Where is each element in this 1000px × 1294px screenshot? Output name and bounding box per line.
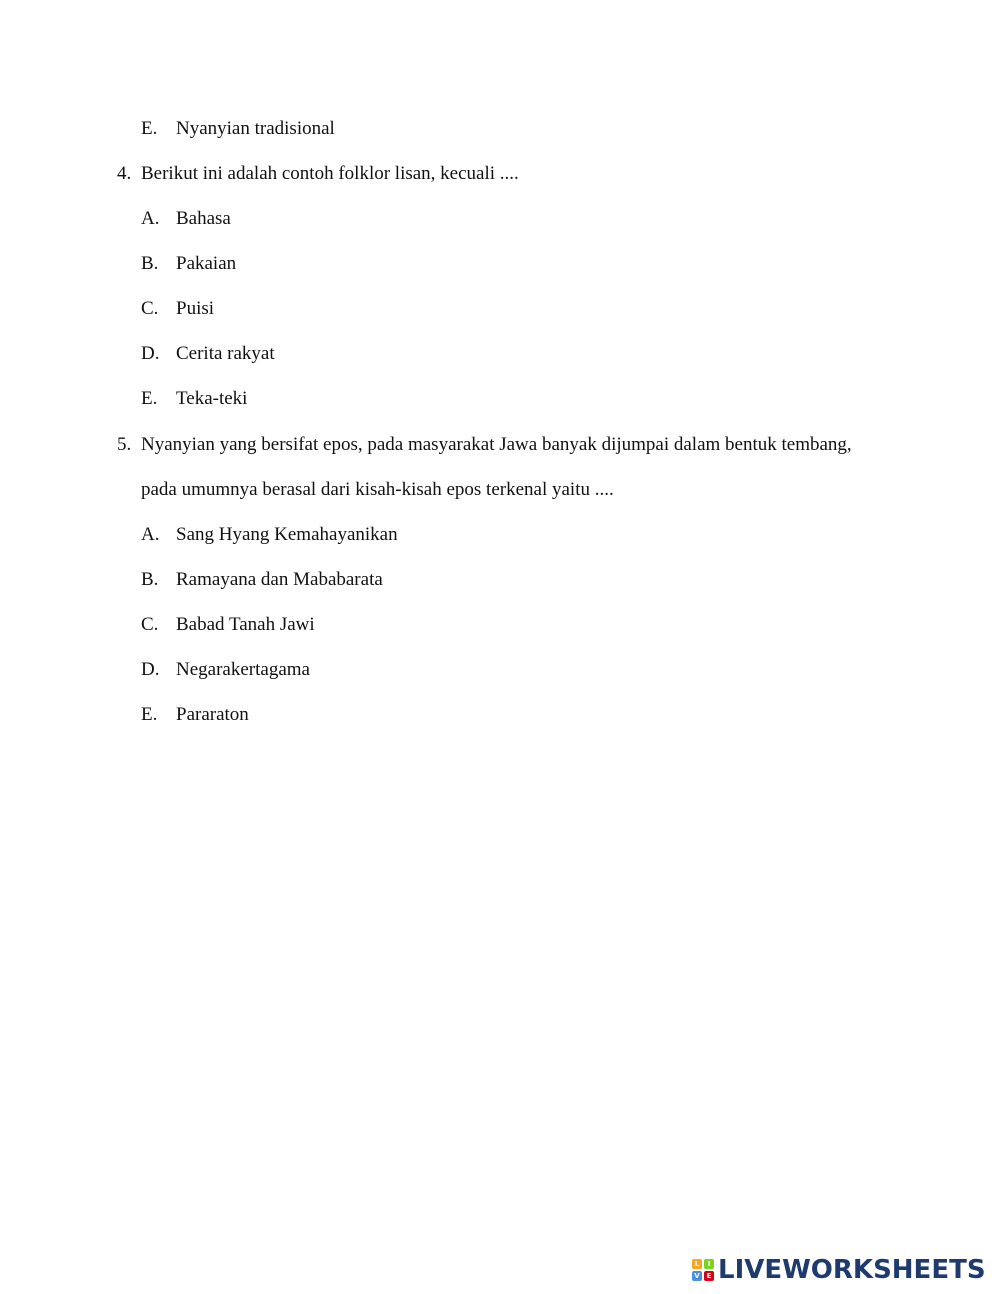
option-text: Babad Tanah Jawi — [176, 614, 315, 635]
option-letter: E. — [141, 118, 158, 139]
logo-text: LIVEWORKSHEETS — [718, 1255, 986, 1285]
option-letter: C. — [141, 614, 159, 635]
option-letter: D. — [141, 343, 160, 364]
option-text: Sang Hyang Kemahayanikan — [176, 524, 398, 545]
option-letter: B. — [141, 253, 159, 274]
logo-mark-v: V — [692, 1271, 702, 1281]
option-letter: E. — [141, 388, 158, 409]
option-text: Puisi — [176, 298, 215, 319]
question-text-line-1: Nyanyian yang bersifat epos, pada masyarakat Jawa banyak dijumpai dalam bentuk tembang, — [141, 434, 852, 455]
option-text: Ramayana dan Mababarata — [176, 569, 383, 590]
option-text: Pakaian — [176, 253, 237, 274]
option-letter: C. — [141, 298, 159, 319]
question-text: Berikut ini adalah contoh folklor lisan, kecuali .... — [141, 163, 519, 184]
option-text: Nyanyian tradisional — [176, 118, 335, 139]
option-letter: B. — [141, 569, 159, 590]
question-text-line-2: pada umumnya berasal dari kisah-kisah epos terkenal yaitu .... — [141, 479, 614, 500]
option-text: Pararaton — [176, 704, 249, 725]
option-letter: D. — [141, 659, 160, 680]
question-number: 4. — [117, 163, 132, 184]
option-text: Bahasa — [176, 208, 231, 229]
logo-mark-i: I — [704, 1259, 714, 1269]
logo-mark-l: L — [692, 1259, 702, 1269]
logo-mark-icon — [692, 1259, 714, 1281]
question-number: 5. — [117, 434, 132, 455]
option-text: Teka-teki — [176, 388, 248, 409]
liveworksheets-logo — [692, 1255, 986, 1285]
option-letter: E. — [141, 704, 158, 725]
logo-mark-e: E — [704, 1271, 714, 1281]
option-text: Negarakertagama — [176, 659, 310, 680]
option-letter: A. — [141, 208, 160, 229]
option-letter: A. — [141, 524, 160, 545]
option-text: Cerita rakyat — [176, 343, 275, 364]
